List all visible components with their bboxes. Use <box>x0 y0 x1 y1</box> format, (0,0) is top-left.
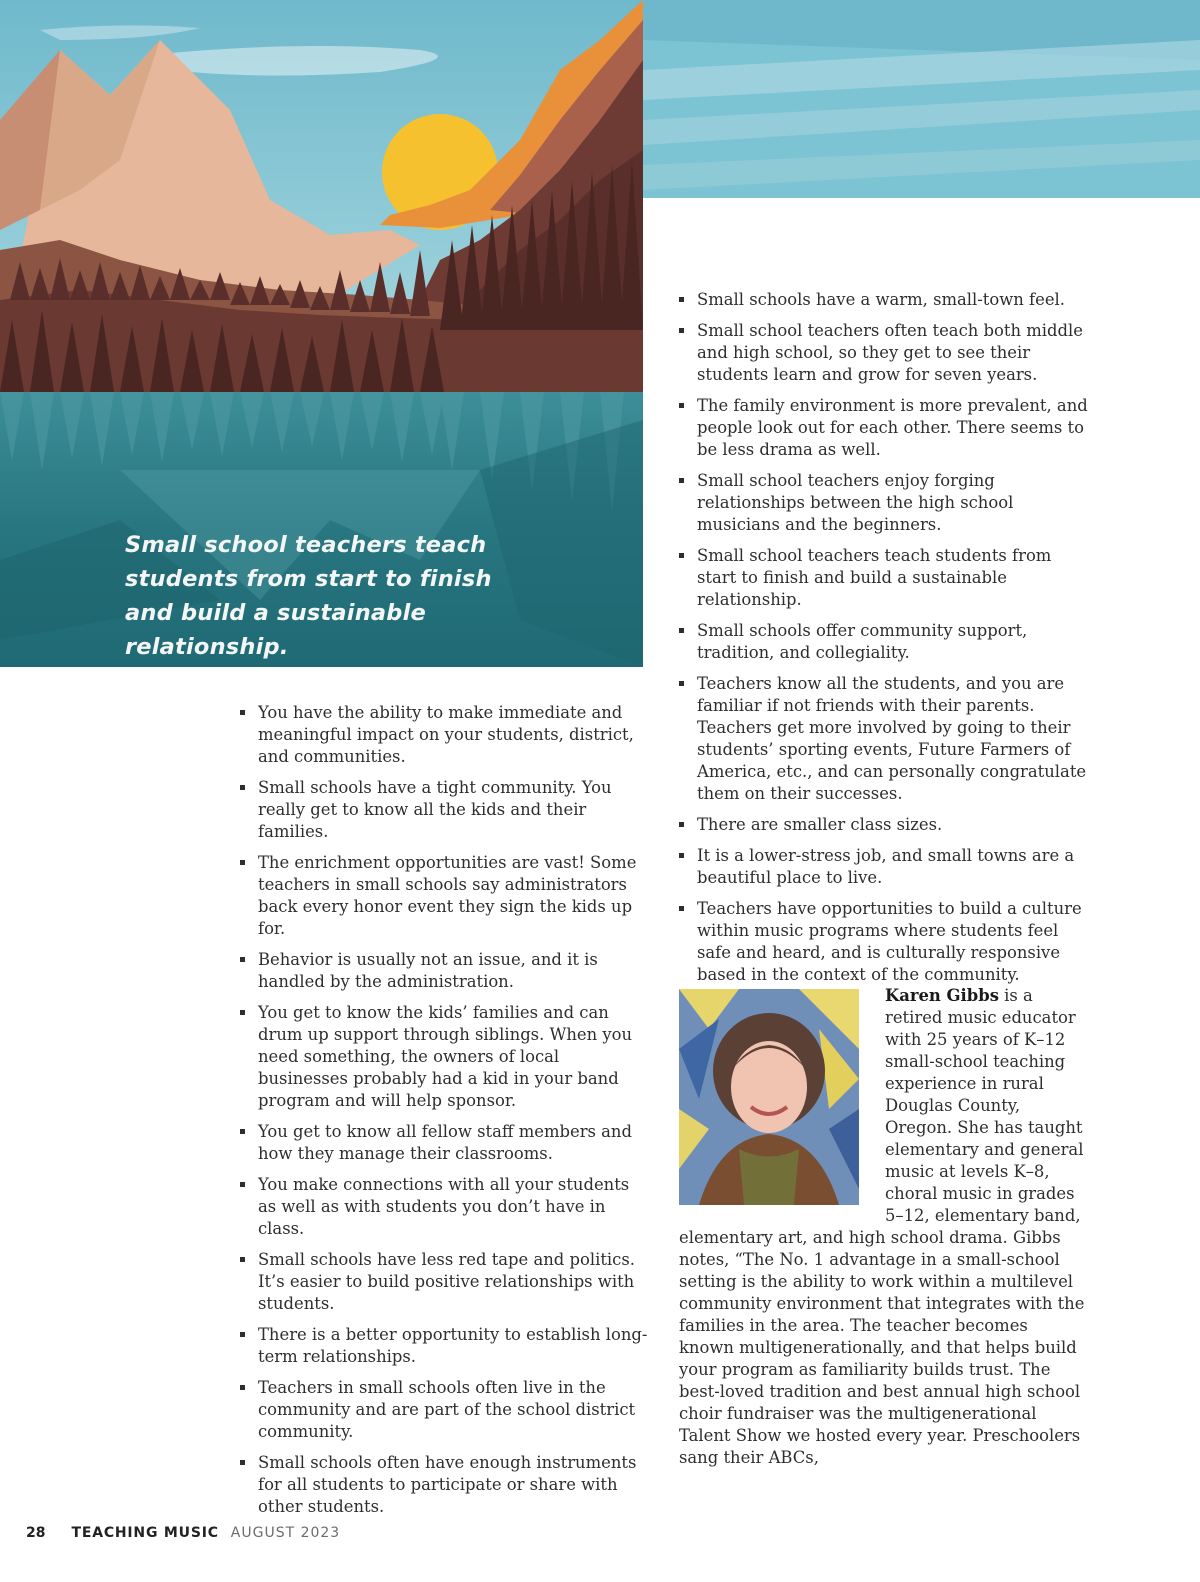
list-item: You make connections with all your students as well as with students you don’t have in class. <box>240 1174 650 1240</box>
list-item: There are smaller class sizes. <box>679 814 1091 836</box>
advantages-list-left <box>240 702 650 1527</box>
author-bio-text: is a retired music educator with 25 years of K–12 small-school teaching experience in rural Douglas County, Oregon. She has taught elementary and general music at levels K–8, choral music in grades 5–12, elementary band, elementary art, and high school drama. Gibbs notes, “The No. 1 advantage in a small-school setting is the ability to work within a multilevel community environment that integrates with the families in the area. The teacher becomes known multigenerationally, and that helps build your program as familiarity builds trust. The best-loved tradition and best annual high school choir fundraiser was the multigenerational Talent Show we hosted every year. Preschoolers sang their ABCs, <box>679 986 1085 1467</box>
list-item: You get to know the kids’ families and can drum up support through siblings. When you need something, the owners of local businesses probably had a kid in your band program and will help sponsor. <box>240 1002 650 1112</box>
issue-date: AUGUST 2023 <box>230 1525 341 1541</box>
list-item: Small schools have a tight community. You really get to know all the kids and their families. <box>240 777 650 843</box>
list-item: It is a lower-stress job, and small towns are a beautiful place to live. <box>679 845 1091 889</box>
list-item: The family environment is more prevalent, and people look out for each other. There seems to be less drama as well. <box>679 395 1091 461</box>
list-item: You get to know all fellow staff members and how they manage their classrooms. <box>240 1121 650 1165</box>
author-name: Karen Gibbs <box>885 986 999 1005</box>
list-item: Small school teachers enjoy forging relationships between the high school musicians and the beginners. <box>679 470 1091 536</box>
advantages-list-right <box>679 289 1091 995</box>
list-item: Small school teachers often teach both middle and high school, so they get to see their students learn and grow for seven years. <box>679 320 1091 386</box>
list-item: Small schools have less red tape and politics. It’s easier to build positive relationships with students. <box>240 1249 650 1315</box>
author-portrait <box>679 989 859 1205</box>
magazine-title: TEACHING MUSIC <box>71 1525 219 1541</box>
list-item: Small schools have a warm, small-town feel. <box>679 289 1091 311</box>
list-item: Teachers in small schools often live in the community and are part of the school district community. <box>240 1377 650 1443</box>
page-number: 28 <box>26 1525 46 1541</box>
list-item: Small schools offer community support, tradition, and collegiality. <box>679 620 1091 664</box>
list-item: Small schools often have enough instruments for all students to participate or share with other students. <box>240 1452 650 1518</box>
list-item: Teachers know all the students, and you are familiar if not friends with their parents. Teachers get more involved by going to their students’ sporting events, Future Farmers of America, etc., and can personally congratulate them on their successes. <box>679 673 1091 805</box>
author-bio <box>679 985 1085 1469</box>
list-item: There is a better opportunity to establish long-term relationships. <box>240 1324 650 1368</box>
pull-quote: Small school teachers teach students from start to finish and build a sustainable relationship. <box>125 532 492 660</box>
list-item: Teachers have opportunities to build a culture within music programs where students feel safe and heard, and is culturally responsive based in the context of the community. <box>679 898 1091 986</box>
list-item: Small school teachers teach students from start to finish and build a sustainable relationship. <box>679 545 1091 611</box>
list-item: The enrichment opportunities are vast! Some teachers in small schools say administrators back every honor event they sign the kids up for. <box>240 852 650 940</box>
page-footer <box>26 1525 340 1541</box>
list-item: Behavior is usually not an issue, and it is handled by the administration. <box>240 949 650 993</box>
sky-illustration <box>643 0 1200 198</box>
list-item: You have the ability to make immediate and meaningful impact on your students, district, and communities. <box>240 702 650 768</box>
